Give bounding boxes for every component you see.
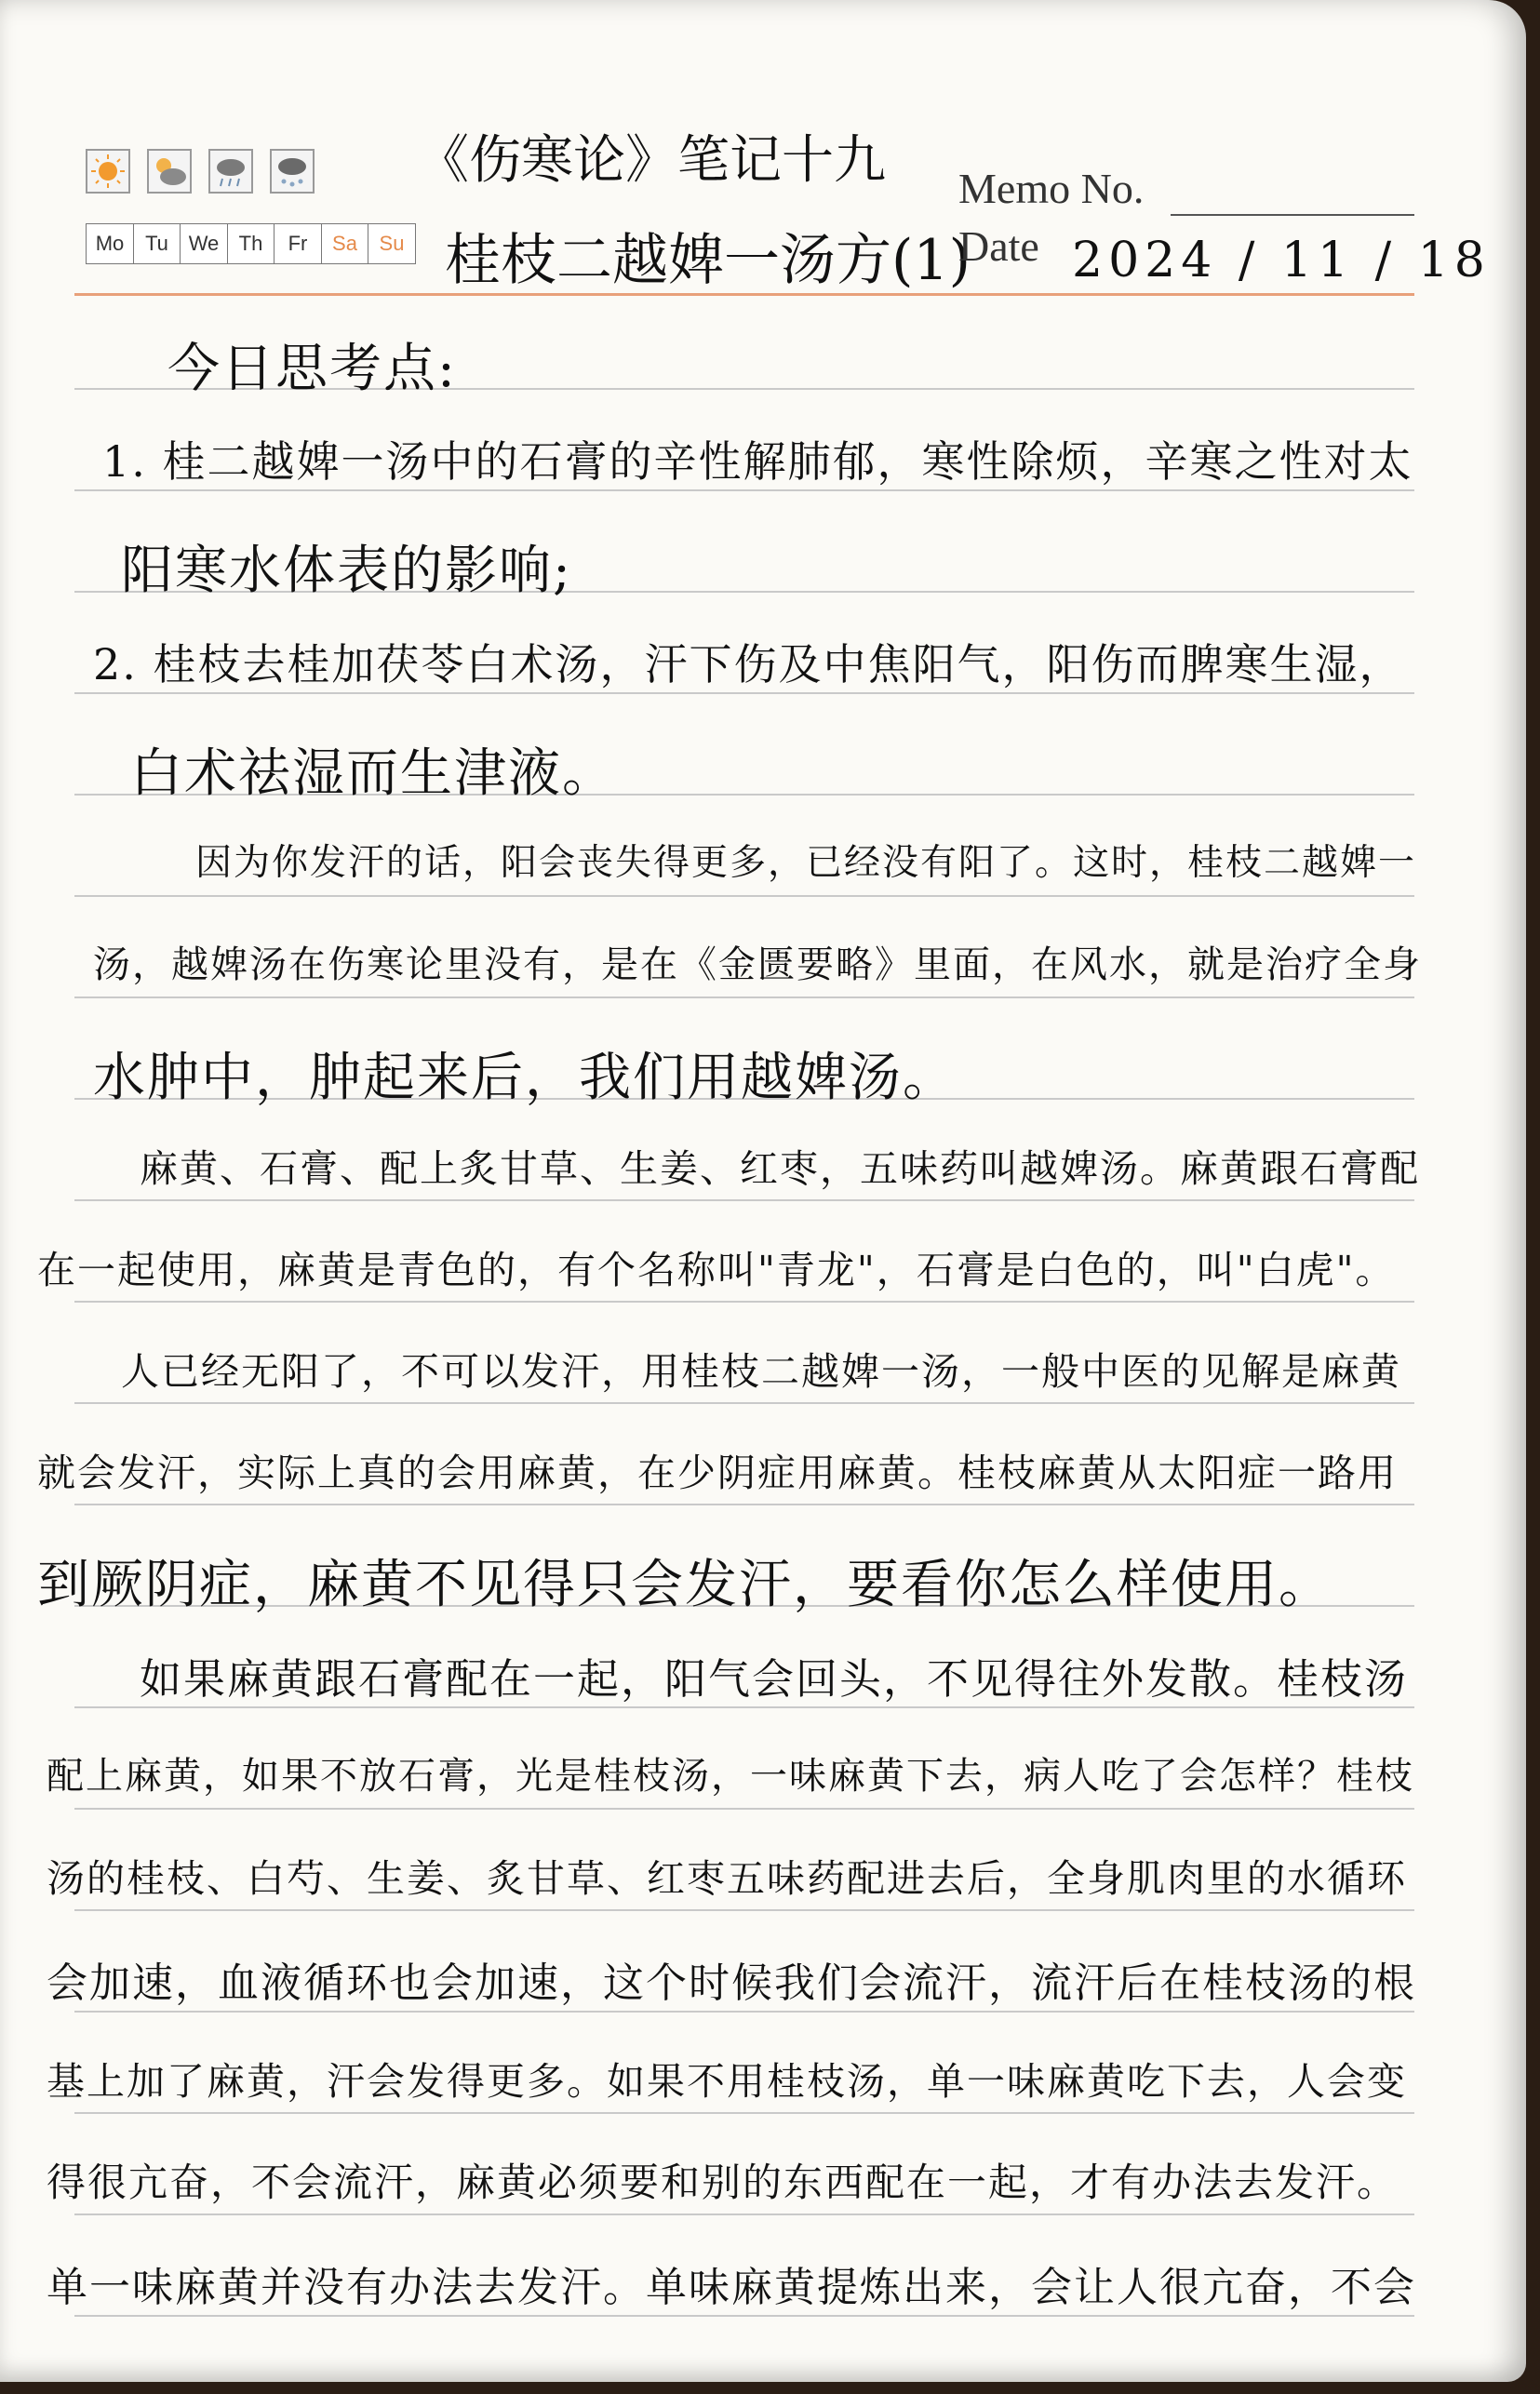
body-line: 今日思考点: bbox=[167, 339, 457, 399]
cloud-sun-icon bbox=[147, 149, 192, 194]
weekday-th: Th bbox=[227, 223, 275, 264]
body-line: 配上麻黄，如果不放石膏，光是桂枝汤，一味麻黄下去，病人吃了会怎样？桂枝 bbox=[47, 1755, 1414, 1798]
weekday-tu: Tu bbox=[133, 223, 181, 264]
body-line: 2. 桂枝去桂加茯苓白术汤，汗下伤及中焦阳气，阳伤而脾寒生湿， bbox=[93, 639, 1404, 689]
weekday-row bbox=[86, 223, 415, 264]
date-value: 2024 / 11 / 18 bbox=[1072, 233, 1491, 288]
body-line: 在一起使用，麻黄是青色的，有个名称叫"青龙"，石膏是白色的，叫"白虎"。 bbox=[37, 1248, 1396, 1292]
body-line: 阳寒水体表的影响; bbox=[121, 541, 572, 601]
weekday-sa: Sa bbox=[321, 223, 369, 264]
weekday-fr: Fr bbox=[274, 223, 322, 264]
body-line: 麻黄、石膏、配上炙甘草、生姜、红枣，五味药叫越婢汤。麻黄跟石膏配 bbox=[140, 1146, 1420, 1191]
memo-label: Memo No. bbox=[958, 165, 1145, 212]
weekday-we: We bbox=[180, 223, 228, 264]
body-line: 白术祛湿而生津液。 bbox=[130, 743, 616, 804]
note-subtitle: 桂枝二越婢一汤方(1) bbox=[445, 228, 971, 293]
body-line: 水肿中，肿起来后，我们用越婢汤。 bbox=[93, 1048, 957, 1108]
body-line: 单一味麻黄并没有办法去发汗。单味麻黄提炼出来，会让人很亢奋，不会 bbox=[47, 2264, 1416, 2311]
weekday-mo: Mo bbox=[86, 223, 134, 264]
weekday-su: Su bbox=[368, 223, 416, 264]
memo-line bbox=[1171, 214, 1414, 216]
body-line: 人已经无阳了，不可以发汗，用桂枝二越婢一汤，一般中医的见解是麻黄 bbox=[121, 1349, 1401, 1394]
body-line: 如果麻黄跟石膏配在一起，阳气会回头，不见得往外发散。桂枝汤 bbox=[140, 1654, 1409, 1704]
body-line: 基上加了麻黄，汗会发得更多。如果不用桂枝汤，单一味麻黄吃下去，人会变 bbox=[47, 2059, 1407, 2104]
body-line: 汤，越婢汤在伤寒论里没有，是在《金匮要略》里面，在风水，就是治疗全身 bbox=[93, 943, 1422, 986]
body-line: 会加速，血液循环也会加速，这个时候我们会流汗，流汗后在桂枝汤的根 bbox=[47, 1959, 1416, 2007]
date-label: Date bbox=[958, 222, 1039, 270]
body-line: 就会发汗，实际上真的会用麻黄，在少阴症用麻黄。桂枝麻黄从太阳症一路用 bbox=[37, 1451, 1398, 1495]
sun-icon bbox=[86, 149, 130, 194]
body-line: 汤的桂枝、白芍、生姜、炙甘草、红枣五味药配进去后，全身肌肉里的水循环 bbox=[47, 1856, 1407, 1901]
body-line: 得很亢奋，不会流汗，麻黄必须要和别的东西配在一起，才有办法去发汗。 bbox=[47, 2160, 1399, 2205]
body-line: 因为你发汗的话，阳会丧失得更多，已经没有阳了。这时，桂枝二越婢一 bbox=[195, 842, 1417, 884]
body-line: 1. 桂二越婢一汤中的石膏的辛性解肺郁，寒性除烦，辛寒之性对太 bbox=[102, 436, 1413, 487]
rain-icon bbox=[208, 149, 253, 194]
snow-icon bbox=[270, 149, 315, 194]
header-divider bbox=[74, 293, 1414, 296]
body-line: 到厥阴症，麻黄不见得只会发汗，要看你怎么样使用。 bbox=[37, 1555, 1332, 1615]
note-title: 《伤寒论》笔记十九 bbox=[417, 130, 886, 191]
